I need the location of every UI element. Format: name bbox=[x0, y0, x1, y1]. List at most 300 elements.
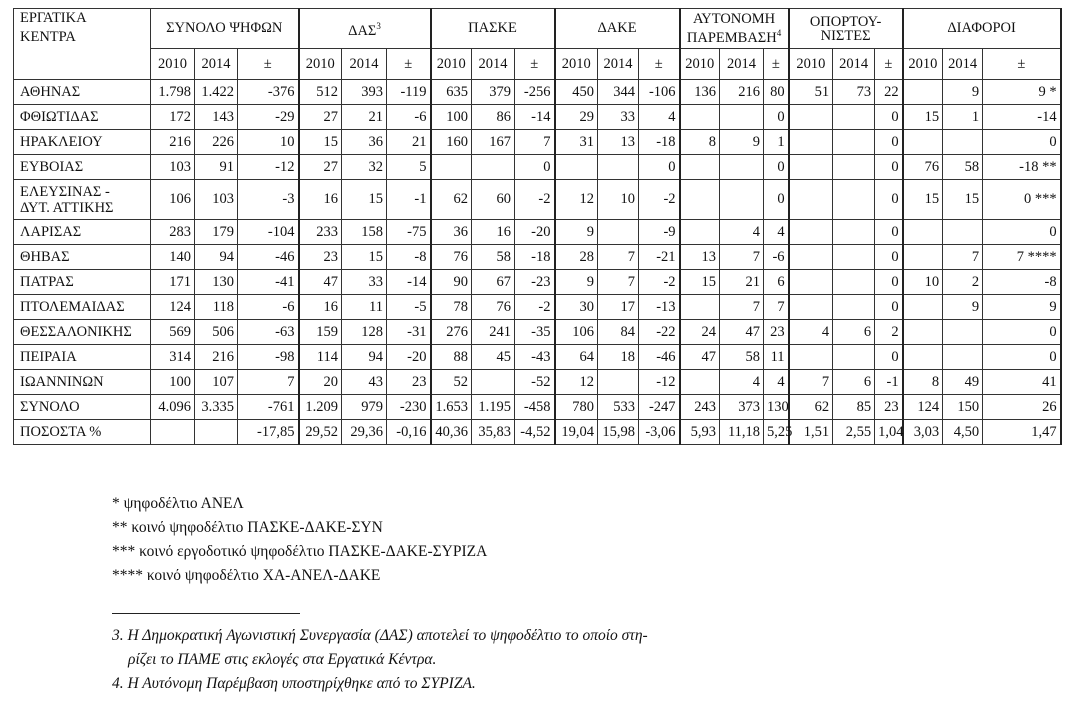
table-cell: 1,47 bbox=[983, 420, 1061, 445]
table-cell: 16 bbox=[472, 220, 515, 245]
table-cell: 0 bbox=[983, 130, 1061, 155]
table-cell: 15 bbox=[903, 180, 943, 220]
table-cell: -1 bbox=[387, 180, 431, 220]
table-cell: 171 bbox=[151, 270, 195, 295]
table-cell: 76 bbox=[431, 245, 472, 270]
table-cell: 9 bbox=[720, 130, 764, 155]
table-cell: -104 bbox=[238, 220, 299, 245]
cell-text: ΚΕΝΤΡΑ bbox=[20, 29, 76, 45]
table-cell bbox=[195, 420, 238, 445]
header-group bbox=[680, 9, 789, 49]
table-cell: 1 bbox=[943, 105, 983, 130]
table-cell: 16 bbox=[299, 180, 342, 220]
table-cell: 21 bbox=[720, 270, 764, 295]
table-cell: 9 bbox=[943, 295, 983, 320]
table-row bbox=[14, 155, 1061, 180]
table-cell: 20 bbox=[299, 370, 342, 395]
header-group bbox=[789, 9, 903, 49]
table-cell: -247 bbox=[639, 395, 680, 420]
table-cell: 10 bbox=[903, 270, 943, 295]
table-cell: 7 bbox=[515, 130, 555, 155]
table-cell: -2 bbox=[515, 180, 555, 220]
table-cell: 9 bbox=[555, 270, 598, 295]
table-cell bbox=[720, 105, 764, 130]
row-label bbox=[14, 180, 151, 220]
table-cell: 0 bbox=[875, 245, 903, 270]
table-cell: 47 bbox=[720, 320, 764, 345]
table-cell: 0 bbox=[875, 270, 903, 295]
row-label bbox=[14, 245, 151, 270]
table-cell: 88 bbox=[431, 345, 472, 370]
row-label bbox=[14, 130, 151, 155]
table-cell: 31 bbox=[555, 130, 598, 155]
table-cell: 130 bbox=[764, 395, 789, 420]
header-sub: ± bbox=[983, 49, 1061, 80]
table-cell: 13 bbox=[680, 245, 720, 270]
header-sub: 2010 bbox=[903, 49, 943, 80]
table-cell bbox=[680, 295, 720, 320]
table-cell: -52 bbox=[515, 370, 555, 395]
table-cell: 216 bbox=[151, 130, 195, 155]
row-label bbox=[14, 345, 151, 370]
table-cell: 2,55 bbox=[833, 420, 875, 445]
table-cell: 7 bbox=[238, 370, 299, 395]
cell-text: ΟΠΟΡΤΟΥ- bbox=[809, 13, 882, 30]
table-cell bbox=[789, 270, 833, 295]
table-cell bbox=[555, 155, 598, 180]
table-cell: 4 bbox=[720, 220, 764, 245]
table-cell: -14 bbox=[387, 270, 431, 295]
cell-text: ΠΑΣΚΕ bbox=[468, 20, 517, 36]
table-cell: 22 bbox=[875, 80, 903, 105]
footnote-divider bbox=[112, 613, 300, 614]
cell-text: ΑΘΗΝΑΣ bbox=[20, 83, 81, 100]
table-cell: 15 bbox=[680, 270, 720, 295]
table-cell: -20 bbox=[387, 345, 431, 370]
table-cell: 33 bbox=[342, 270, 387, 295]
table-cell: 23 bbox=[875, 395, 903, 420]
table-cell: 84 bbox=[598, 320, 639, 345]
table-cell: 533 bbox=[598, 395, 639, 420]
cell-text: ΣΥΝΟΛΟ ΨΗΦΩΝ bbox=[166, 20, 283, 36]
table-cell: 36 bbox=[342, 130, 387, 155]
table-cell: 33 bbox=[598, 105, 639, 130]
table-cell: 393 bbox=[342, 80, 387, 105]
table-cell bbox=[833, 155, 875, 180]
table-cell: -18 bbox=[515, 245, 555, 270]
table-cell bbox=[943, 220, 983, 245]
table-cell: 52 bbox=[431, 370, 472, 395]
table-cell: 7 bbox=[598, 245, 639, 270]
table-cell: 29,36 bbox=[342, 420, 387, 445]
table-cell: 15 bbox=[342, 245, 387, 270]
table-cell: 128 bbox=[342, 320, 387, 345]
footnotes bbox=[112, 624, 648, 696]
table-cell bbox=[833, 295, 875, 320]
table-cell: 12 bbox=[555, 180, 598, 220]
note-item: **** κοινό ψηφοδέλτιο ΧΑ-ΑΝΕΛ-ΔΑΚΕ bbox=[112, 567, 381, 584]
table-cell: -17,85 bbox=[238, 420, 299, 445]
header-sub: 2014 bbox=[598, 49, 639, 80]
row-label bbox=[14, 370, 151, 395]
table-cell bbox=[598, 370, 639, 395]
cell-text: ΝΙΣΤΕΣ bbox=[820, 27, 871, 44]
header-sub: 2010 bbox=[431, 49, 472, 80]
table-cell: 43 bbox=[342, 370, 387, 395]
table-cell: 23 bbox=[387, 370, 431, 395]
table-cell: 15 bbox=[342, 180, 387, 220]
table-cell: 0 bbox=[983, 220, 1061, 245]
table-cell: 216 bbox=[720, 80, 764, 105]
cell-text: ΕΛΕΥΣΙΝΑΣ - bbox=[20, 183, 110, 200]
cell-text: ΕΡΓΑΤΙΚΑ bbox=[20, 10, 87, 26]
table-row bbox=[14, 395, 1061, 420]
table-cell: 32 bbox=[342, 155, 387, 180]
header-sub: 2014 bbox=[195, 49, 238, 80]
table-cell: 283 bbox=[151, 220, 195, 245]
table-cell: 243 bbox=[680, 395, 720, 420]
table-cell: -43 bbox=[515, 345, 555, 370]
table-cell: 29 bbox=[555, 105, 598, 130]
table-cell bbox=[720, 155, 764, 180]
table-cell: 60 bbox=[472, 180, 515, 220]
table-cell: 179 bbox=[195, 220, 238, 245]
table-cell: 0 bbox=[639, 155, 680, 180]
table-cell: -9 bbox=[639, 220, 680, 245]
table-cell: 27 bbox=[299, 155, 342, 180]
table-cell: 233 bbox=[299, 220, 342, 245]
table-cell: 12 bbox=[555, 370, 598, 395]
table-row bbox=[14, 370, 1061, 395]
table-cell bbox=[903, 245, 943, 270]
table-cell: 78 bbox=[431, 295, 472, 320]
table-cell bbox=[903, 320, 943, 345]
table-cell: 16 bbox=[299, 295, 342, 320]
row-label bbox=[14, 220, 151, 245]
table-cell bbox=[720, 180, 764, 220]
table-cell: 24 bbox=[680, 320, 720, 345]
table-cell bbox=[598, 220, 639, 245]
header-sub: 2014 bbox=[833, 49, 875, 80]
table-cell bbox=[833, 180, 875, 220]
table-cell: 130 bbox=[195, 270, 238, 295]
table-cell bbox=[833, 105, 875, 130]
table-cell: -1 bbox=[875, 370, 903, 395]
table-cell: 27 bbox=[299, 105, 342, 130]
table-cell bbox=[680, 220, 720, 245]
header-row-groups bbox=[14, 9, 1061, 49]
table-row bbox=[14, 180, 1061, 220]
table-cell: 19,04 bbox=[555, 420, 598, 445]
row-label bbox=[14, 295, 151, 320]
table-cell: -256 bbox=[515, 80, 555, 105]
table-cell: 158 bbox=[342, 220, 387, 245]
table-cell bbox=[833, 130, 875, 155]
table-cell: 47 bbox=[299, 270, 342, 295]
table-row bbox=[14, 245, 1061, 270]
note-item: *** κοινό εργοδοτικό ψηφοδέλτιο ΠΑΣΚΕ-ΔΑΚΕ-ΣΥΡΙΖΑ bbox=[112, 543, 488, 560]
header-group bbox=[151, 9, 299, 49]
table-row bbox=[14, 130, 1061, 155]
table-cell bbox=[789, 245, 833, 270]
table-cell: 7 bbox=[943, 245, 983, 270]
table-cell bbox=[789, 130, 833, 155]
note-item: ** κοινό ψηφοδέλτιο ΠΑΣΚΕ-ΔΑΚΕ-ΣΥΝ bbox=[112, 519, 383, 536]
table-cell: -13 bbox=[639, 295, 680, 320]
table-cell: 28 bbox=[555, 245, 598, 270]
table-cell bbox=[789, 345, 833, 370]
note-item: * ψηφοδέλτιο ΑΝΕΛ bbox=[112, 495, 244, 512]
cell-text: ΘΕΣΣΑΛΟΝΙΚΗΣ bbox=[20, 323, 132, 340]
table-cell bbox=[789, 220, 833, 245]
table-cell bbox=[431, 155, 472, 180]
table-row bbox=[14, 270, 1061, 295]
table-cell: -6 bbox=[764, 245, 789, 270]
table-cell: 216 bbox=[195, 345, 238, 370]
row-label bbox=[14, 420, 151, 445]
table-cell: 4 bbox=[720, 370, 764, 395]
table-cell: 30 bbox=[555, 295, 598, 320]
table-cell: 23 bbox=[764, 320, 789, 345]
table-cell: 450 bbox=[555, 80, 598, 105]
table-cell bbox=[680, 155, 720, 180]
table-cell: 41 bbox=[983, 370, 1061, 395]
table-cell: 76 bbox=[903, 155, 943, 180]
table-cell: 0 bbox=[875, 220, 903, 245]
table-cell: 506 bbox=[195, 320, 238, 345]
table-cell: -20 bbox=[515, 220, 555, 245]
table-cell: 62 bbox=[431, 180, 472, 220]
header-group bbox=[903, 9, 1061, 49]
table-cell: 17 bbox=[598, 295, 639, 320]
table-cell: -21 bbox=[639, 245, 680, 270]
table-cell: 11 bbox=[764, 345, 789, 370]
header-sub: 2014 bbox=[342, 49, 387, 80]
table-cell: 136 bbox=[680, 80, 720, 105]
table-cell bbox=[151, 420, 195, 445]
table-cell: -35 bbox=[515, 320, 555, 345]
cell-text: ΘΗΒΑΣ bbox=[20, 248, 70, 265]
table-cell: 1,04 bbox=[875, 420, 903, 445]
table-cell: 64 bbox=[555, 345, 598, 370]
table-cell: -106 bbox=[639, 80, 680, 105]
table-cell: 10 bbox=[238, 130, 299, 155]
table-cell: 0 bbox=[875, 130, 903, 155]
footnote-ref: 4 bbox=[776, 28, 782, 39]
table-cell: 0 bbox=[764, 105, 789, 130]
table-row bbox=[14, 105, 1061, 130]
table-cell: 100 bbox=[151, 370, 195, 395]
table-cell: 2 bbox=[943, 270, 983, 295]
table-cell bbox=[903, 80, 943, 105]
table-cell: 314 bbox=[151, 345, 195, 370]
footnote-ref: 3 bbox=[376, 20, 381, 31]
cell-text: ΣΥΝΟΛΟ bbox=[20, 398, 80, 415]
cell-text: ΔΙΑΦΟΡΟΙ bbox=[947, 20, 1016, 36]
table-cell: 373 bbox=[720, 395, 764, 420]
cell-text: ΑΥΤΟΝΟΜΗ bbox=[692, 11, 776, 28]
table-cell bbox=[833, 245, 875, 270]
table-cell: 9 bbox=[983, 295, 1061, 320]
table-cell bbox=[903, 130, 943, 155]
table-cell: 58 bbox=[472, 245, 515, 270]
table-cell: -46 bbox=[639, 345, 680, 370]
table-cell: 0 bbox=[983, 320, 1061, 345]
table-cell: 15 bbox=[903, 105, 943, 130]
table-cell: -63 bbox=[238, 320, 299, 345]
cell-text: ΠΑΡΕΜΒΑΣΗ bbox=[686, 29, 777, 46]
table-cell: 4.096 bbox=[151, 395, 195, 420]
table-cell bbox=[680, 105, 720, 130]
header-group bbox=[555, 9, 680, 49]
table-cell: 0 bbox=[875, 295, 903, 320]
table-cell: 9 bbox=[943, 80, 983, 105]
header-sub: 2010 bbox=[555, 49, 598, 80]
table-cell: 49 bbox=[943, 370, 983, 395]
table-cell: -12 bbox=[238, 155, 299, 180]
table-cell: 140 bbox=[151, 245, 195, 270]
table-cell: 276 bbox=[431, 320, 472, 345]
table-cell: 2 bbox=[875, 320, 903, 345]
table-cell: -18 ** bbox=[983, 155, 1061, 180]
table-cell: -2 bbox=[639, 270, 680, 295]
cell-text: ΠΤΟΛΕΜΑΙΔΑΣ bbox=[20, 298, 125, 315]
table-cell: 4 bbox=[639, 105, 680, 130]
table-cell bbox=[943, 345, 983, 370]
table-cell bbox=[903, 295, 943, 320]
table-cell: 143 bbox=[195, 105, 238, 130]
table-row bbox=[14, 295, 1061, 320]
cell-text: ΛΑΡΙΣΑΣ bbox=[20, 223, 82, 240]
table-cell: 172 bbox=[151, 105, 195, 130]
table-cell: 90 bbox=[431, 270, 472, 295]
table-cell: -23 bbox=[515, 270, 555, 295]
footnote-4: 4. Η Αυτόνομη Παρέμβαση υποστηρίχθηκε από το ΣΥΡΙΖΑ. bbox=[112, 675, 476, 692]
table-cell bbox=[943, 130, 983, 155]
table-cell: -376 bbox=[238, 80, 299, 105]
table-cell: 0 bbox=[875, 155, 903, 180]
table-cell: 58 bbox=[720, 345, 764, 370]
table-cell: 780 bbox=[555, 395, 598, 420]
table-cell: 35,83 bbox=[472, 420, 515, 445]
table-cell: 40,36 bbox=[431, 420, 472, 445]
header-sub: ± bbox=[238, 49, 299, 80]
table-cell: 15 bbox=[943, 180, 983, 220]
table-cell: 167 bbox=[472, 130, 515, 155]
table-row bbox=[14, 420, 1061, 445]
table-cell: 0 bbox=[875, 105, 903, 130]
header-row-years bbox=[14, 49, 1061, 80]
table-cell: 6 bbox=[764, 270, 789, 295]
table-cell bbox=[598, 155, 639, 180]
table-cell: 103 bbox=[151, 155, 195, 180]
table-cell: 1.798 bbox=[151, 80, 195, 105]
table-cell bbox=[680, 180, 720, 220]
table-cell: 6 bbox=[833, 370, 875, 395]
cell-text: ΠΕΙΡΑΙΑ bbox=[20, 348, 77, 365]
cell-text: ΕΥΒΟΙΑΣ bbox=[20, 158, 84, 175]
table-cell: 85 bbox=[833, 395, 875, 420]
table-cell bbox=[472, 370, 515, 395]
table-cell: -230 bbox=[387, 395, 431, 420]
table-cell: 26 bbox=[983, 395, 1061, 420]
table-cell: 160 bbox=[431, 130, 472, 155]
table-cell: 5,93 bbox=[680, 420, 720, 445]
table-cell: 7 bbox=[764, 295, 789, 320]
table-cell bbox=[680, 370, 720, 395]
table-cell: 344 bbox=[598, 80, 639, 105]
table-cell: 23 bbox=[299, 245, 342, 270]
table-cell: -2 bbox=[639, 180, 680, 220]
table-cell: 94 bbox=[342, 345, 387, 370]
table-cell: 18 bbox=[598, 345, 639, 370]
header-group bbox=[431, 9, 555, 49]
header-sub: ± bbox=[875, 49, 903, 80]
table-cell: 62 bbox=[789, 395, 833, 420]
header-sub: 2014 bbox=[943, 49, 983, 80]
table-cell bbox=[833, 220, 875, 245]
table-cell: 0 bbox=[983, 345, 1061, 370]
row-label bbox=[14, 80, 151, 105]
header-sub: 2010 bbox=[789, 49, 833, 80]
table-cell: 107 bbox=[195, 370, 238, 395]
cell-text: ΠΑΤΡΑΣ bbox=[20, 273, 74, 290]
table-cell: -18 bbox=[639, 130, 680, 155]
table-cell: 635 bbox=[431, 80, 472, 105]
table-cell bbox=[833, 345, 875, 370]
table-cell: 124 bbox=[903, 395, 943, 420]
table-cell: 76 bbox=[472, 295, 515, 320]
table-cell: 6 bbox=[833, 320, 875, 345]
table-cell: 3,03 bbox=[903, 420, 943, 445]
header-sub: 2010 bbox=[151, 49, 195, 80]
table-cell: 114 bbox=[299, 345, 342, 370]
footnote-3: 3. Η Δημοκρατική Αγωνιστική Συνεργασία (ΔΑΣ) αποτελεί το ψηφοδέλτιο το οποίο στη- bbox=[112, 627, 648, 644]
table-cell: 226 bbox=[195, 130, 238, 155]
table-cell: 5 bbox=[387, 155, 431, 180]
header-sub: ± bbox=[639, 49, 680, 80]
table-cell bbox=[472, 155, 515, 180]
table-cell: -4,52 bbox=[515, 420, 555, 445]
table-cell: 10 bbox=[598, 180, 639, 220]
table-cell bbox=[789, 180, 833, 220]
table-cell: -6 bbox=[238, 295, 299, 320]
table-cell: 7 bbox=[720, 295, 764, 320]
table-cell: -46 bbox=[238, 245, 299, 270]
table-cell: 94 bbox=[195, 245, 238, 270]
table-cell: -22 bbox=[639, 320, 680, 345]
table-cell: 4 bbox=[789, 320, 833, 345]
table-cell bbox=[833, 270, 875, 295]
table-cell: -0,16 bbox=[387, 420, 431, 445]
table-cell: 29,52 bbox=[299, 420, 342, 445]
table-cell: 58 bbox=[943, 155, 983, 180]
table-cell bbox=[903, 345, 943, 370]
table-row bbox=[14, 345, 1061, 370]
table-cell: 15,98 bbox=[598, 420, 639, 445]
table-cell: -6 bbox=[387, 105, 431, 130]
table-cell: 47 bbox=[680, 345, 720, 370]
table-cell: 15 bbox=[299, 130, 342, 155]
table-cell bbox=[789, 155, 833, 180]
table-cell: -14 bbox=[515, 105, 555, 130]
table-cell: 379 bbox=[472, 80, 515, 105]
table-cell: 8 bbox=[903, 370, 943, 395]
table-cell: 150 bbox=[943, 395, 983, 420]
table-cell: 1.422 bbox=[195, 80, 238, 105]
table-cell: 106 bbox=[555, 320, 598, 345]
table-cell: 11 bbox=[342, 295, 387, 320]
